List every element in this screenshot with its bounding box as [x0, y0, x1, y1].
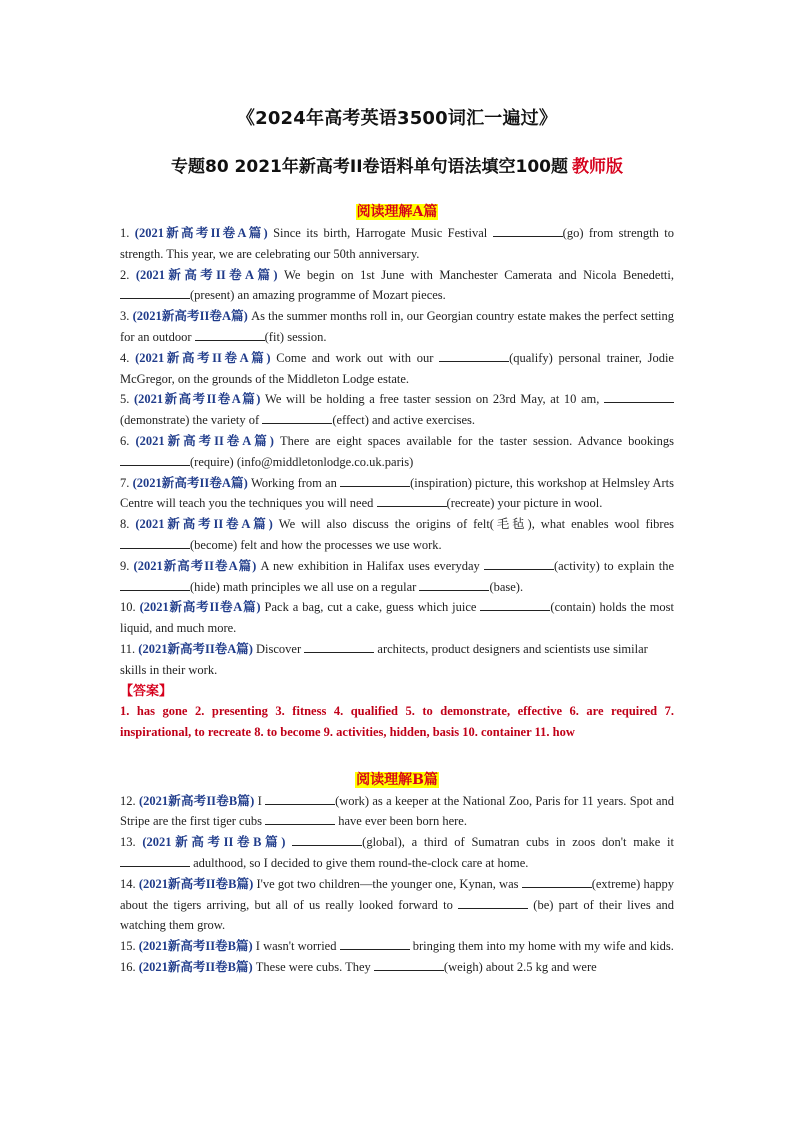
edition-label: 教师版	[572, 157, 624, 177]
section-b-heading	[120, 769, 674, 789]
question-number: 9.	[120, 558, 134, 573]
answer-blank	[120, 536, 190, 549]
question-item	[120, 597, 674, 639]
question-text: Working from an	[250, 475, 341, 490]
question-text: Discover	[256, 641, 305, 656]
question-number: 3.	[120, 309, 133, 324]
question-item	[120, 223, 674, 265]
question-text: There are eight spaces available for the taster session. Advance bookings	[280, 433, 674, 448]
question-text: As the summer months roll in, our Georgian country estate makes the perfect setting for an outdoor	[120, 309, 675, 344]
question-text: (base).	[489, 579, 524, 594]
section-a-questions	[120, 223, 674, 681]
question-item	[120, 957, 674, 978]
question-text: We will be holding a free taster session on 23rd May, at 10 am,	[265, 392, 605, 407]
document-title: 《2024年高考英语3500词汇一遍过》	[236, 108, 558, 129]
question-item	[120, 473, 674, 515]
answer-blank	[493, 224, 563, 237]
answer-blank	[120, 854, 190, 867]
question-text: Since its birth, Harrogate Music Festival	[273, 226, 493, 240]
question-source: (2021新高考II卷B篇)	[138, 876, 254, 891]
question-item	[120, 639, 674, 681]
question-text: (weigh) about 2.5 kg and were	[443, 959, 597, 974]
section-a-heading	[120, 201, 674, 221]
question-source: (2021新高考II卷A篇)	[135, 433, 274, 448]
question-number: 8.	[120, 517, 136, 532]
question-text: architects, product designers and scientists use similar skills in their work.	[120, 641, 648, 677]
answer-blank	[458, 896, 528, 909]
question-source: (2021新高考II卷A篇)	[133, 558, 257, 573]
question-source: (2021新高考II卷A篇)	[134, 226, 268, 240]
question-number: 4.	[120, 350, 136, 365]
answer-blank	[304, 640, 374, 653]
question-text: (fit) session.	[264, 329, 327, 344]
question-text: (go) from strength to strength. This year, we are celebrating our 50th anniversary.	[120, 226, 675, 261]
section-b-questions	[120, 791, 674, 978]
question-text: (demonstrate) the variety of	[120, 413, 263, 428]
question-text: have ever been born here.	[335, 814, 467, 829]
question-text: (require) (info@middletonlodge.co.uk.paris)	[190, 454, 414, 469]
question-text: (inspiration) picture, this workshop at Helmsley Arts Centre will teach you the techniques you will need	[120, 475, 674, 511]
question-text: (contain) holds the most liquid, and much more.	[120, 600, 675, 636]
question-text: (activity) to explain the	[553, 558, 674, 573]
answer-blank	[374, 958, 444, 971]
question-text: A new exhibition in Halifax uses everyday	[260, 558, 484, 573]
question-item	[120, 791, 674, 833]
answer-blank	[340, 937, 410, 950]
question-number: 6.	[120, 433, 136, 448]
question-text: (present) an amazing programme of Mozart pieces.	[190, 288, 446, 303]
question-text: Pack a bag, cut a cake, guess which juice	[264, 600, 481, 615]
question-number: 12.	[120, 793, 139, 808]
answer-blank	[419, 578, 489, 591]
answer-blank	[265, 792, 335, 805]
question-source: (2021新高考II卷A篇)	[132, 309, 248, 324]
question-number: 14.	[120, 876, 139, 891]
question-item	[120, 348, 674, 390]
answer-blank	[120, 453, 190, 466]
question-source: (2021新高考II卷A篇)	[135, 350, 271, 365]
question-number: 11.	[120, 641, 139, 656]
question-number: 10.	[120, 600, 140, 615]
question-source: (2021新高考II卷A篇)	[139, 600, 261, 615]
document-page	[120, 104, 674, 978]
question-number: 15.	[120, 939, 139, 954]
question-source: (2021新高考II卷B篇)	[138, 959, 253, 974]
question-number: 16.	[120, 959, 139, 974]
document-subtitle	[120, 152, 674, 177]
question-text: bringing them into my home with my wife and kids.	[409, 939, 674, 954]
question-text: These were cubs. They	[255, 959, 374, 974]
question-number: 7.	[120, 475, 133, 490]
question-text: (hide) math principles we all use on a regular	[190, 579, 420, 594]
question-item	[120, 874, 674, 936]
answer-label: 【答案】	[120, 682, 173, 698]
subtitle-text: 专题80 2021年新高考II卷语料单句语法填空100题	[170, 157, 569, 177]
question-text: I	[257, 793, 266, 808]
question-number: 1.	[120, 226, 135, 240]
question-item	[120, 306, 674, 348]
question-text: We will also discuss the origins of felt(毛毡), what enables wool fibres	[278, 517, 674, 532]
question-text: (effect) and active exercises.	[332, 413, 476, 428]
question-item	[120, 556, 674, 598]
question-text: adulthood, so I decided to give them round-the-clock care at home.	[190, 855, 529, 870]
question-number: 2.	[120, 267, 136, 282]
question-item	[120, 431, 674, 473]
question-number: 5.	[120, 392, 134, 407]
answer-blank	[484, 557, 554, 570]
answer-blank	[480, 598, 550, 611]
question-text: (extreme) happy about the tigers arriving, but all of us really looked forward to	[120, 876, 675, 912]
question-text: I wasn't worried	[255, 939, 340, 954]
question-text: (become) felt and how the processes we use work.	[190, 537, 442, 552]
question-text: (work) as a keeper at the National Zoo, Paris for 11 years. Spot and Stripe are the first tiger cubs	[120, 793, 674, 829]
question-text: (qualify) personal trainer, Jodie McGregor, on the grounds of the Middleton Lodge estate.	[120, 350, 674, 386]
answer-text: 1. has gone 2. presenting 3. fitness 4. qualified 5. to demonstrate, effective 6. are required 7. inspirational, to recreate 8. to become 9. activities, hidden, basis 10. container 11. how	[120, 703, 674, 739]
section-b-heading-text: 阅读理解B篇	[356, 771, 438, 788]
question-item	[120, 265, 674, 307]
answer-blank	[120, 578, 190, 591]
question-source: (2021新高考II卷A篇)	[133, 392, 261, 407]
answer-blank	[377, 494, 447, 507]
question-text: We begin on 1st June with Manchester Camerata and Nicola Benedetti,	[284, 267, 675, 282]
question-text: (global), a third of Sumatran cubs in zoos don't make it	[362, 835, 674, 850]
question-source: (2021新高考II卷B篇)	[138, 939, 253, 954]
question-text: I've got two children—the younger one, Kynan, was	[256, 876, 522, 891]
answer-blank	[522, 875, 592, 888]
section-a-heading-text: 阅读理解A篇	[356, 204, 438, 220]
answer-blank	[265, 812, 335, 825]
answer-blank	[262, 411, 332, 424]
answer-blank	[292, 833, 362, 846]
question-source: (2021新高考II卷A篇)	[135, 267, 278, 282]
question-text: Come and work out with our	[276, 350, 440, 365]
answer-blank	[120, 286, 190, 299]
question-source: (2021新高考II卷A篇)	[138, 641, 253, 656]
question-text: (be) part of their lives and watching them grow.	[120, 897, 674, 933]
question-item	[120, 832, 674, 874]
question-item	[120, 514, 674, 556]
answer-blank	[195, 328, 265, 341]
question-source: (2021新高考II卷A篇)	[132, 475, 248, 490]
question-item	[120, 389, 674, 431]
question-source: (2021新高考II卷B篇)	[142, 835, 286, 850]
question-number: 13.	[120, 835, 143, 850]
question-source: (2021新高考II卷B篇)	[138, 793, 255, 808]
answer-blank	[439, 349, 509, 362]
question-text: (recreate) your picture in wool.	[446, 496, 603, 511]
question-source: (2021新高考II卷A篇)	[135, 517, 273, 532]
question-item	[120, 936, 674, 957]
answer-blank	[340, 474, 410, 487]
answer-blank	[604, 390, 674, 403]
